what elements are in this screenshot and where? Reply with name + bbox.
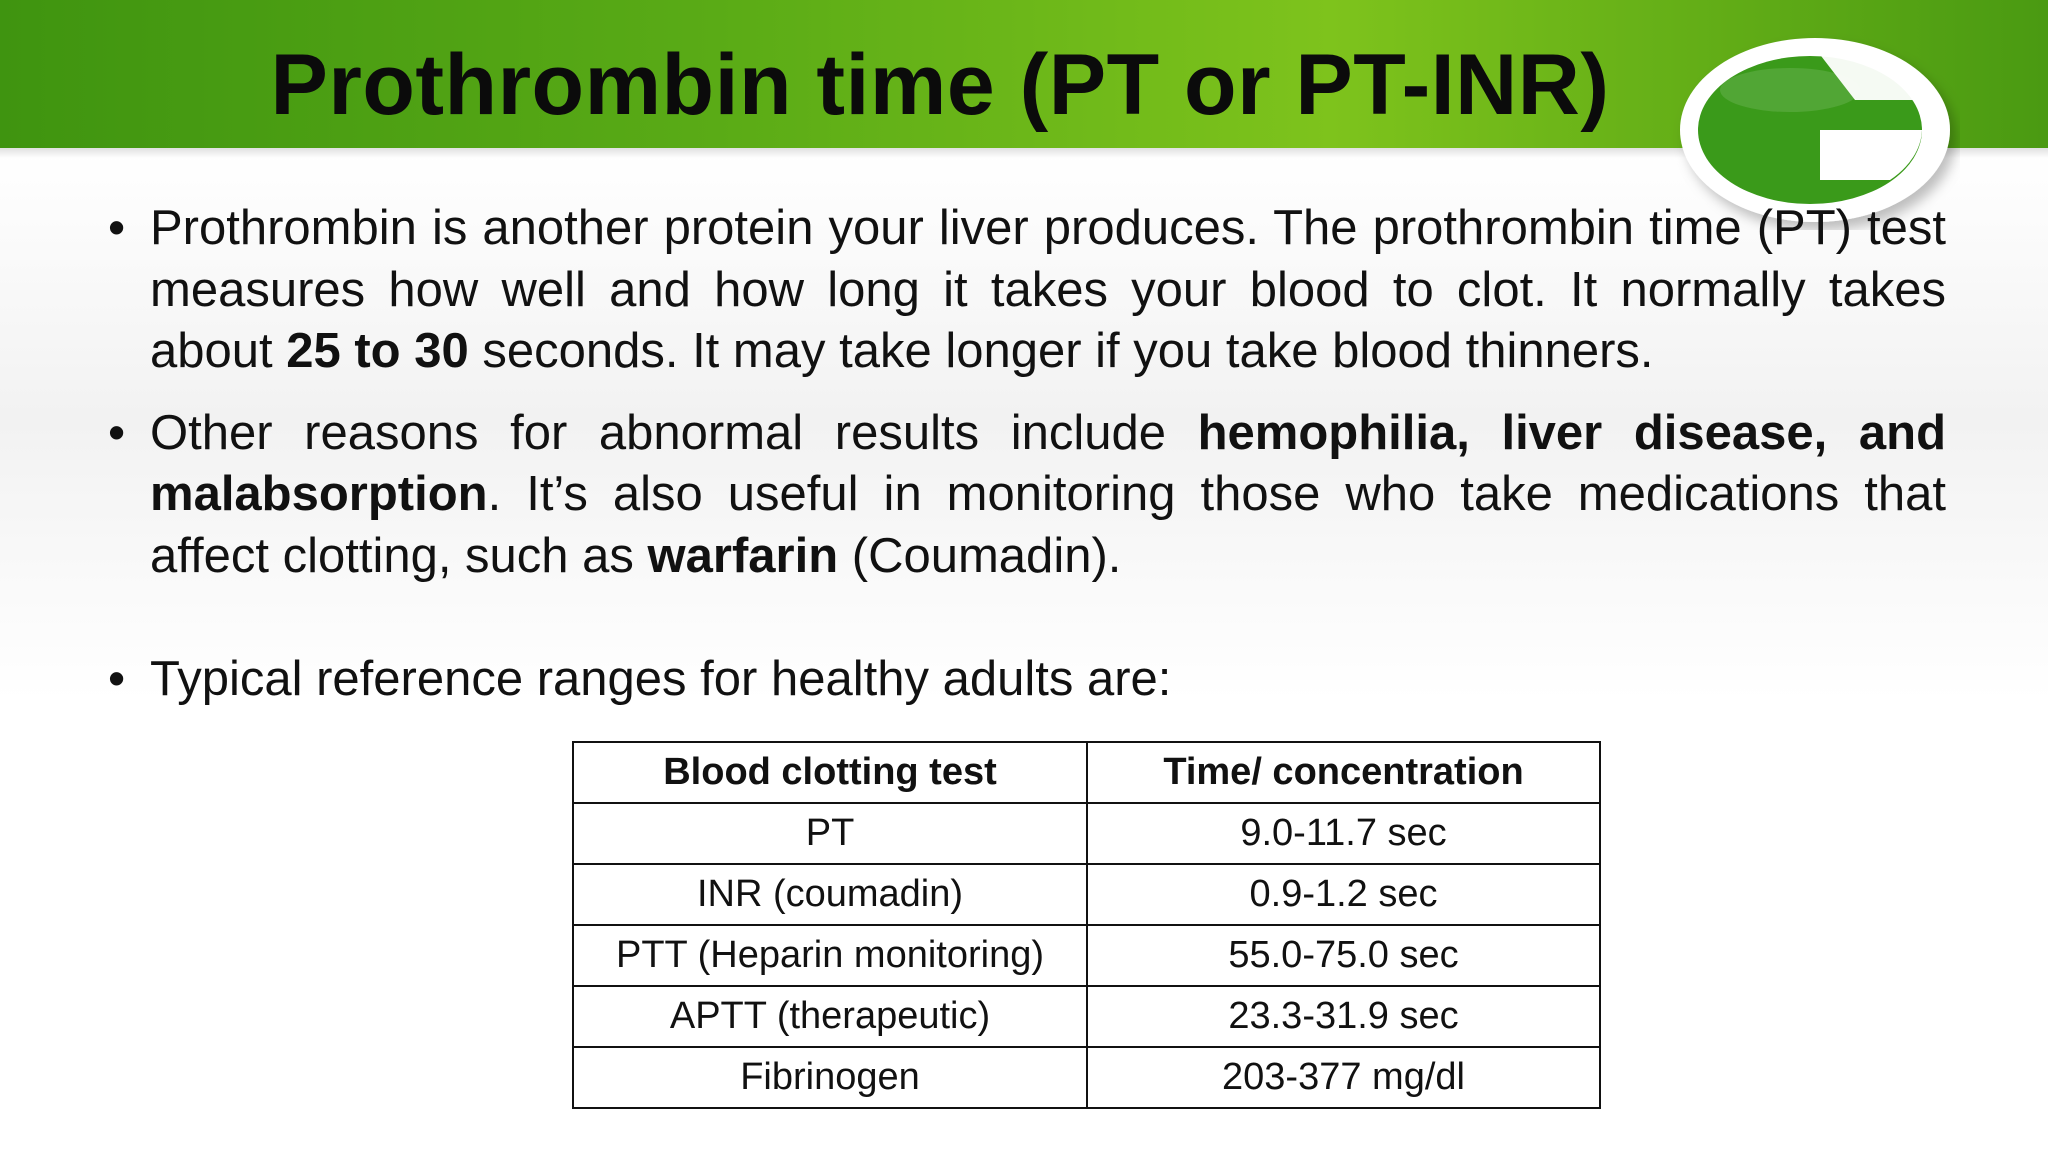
table-row	[573, 925, 1600, 986]
table-row	[573, 1047, 1600, 1108]
table-cell: 9.0-11.7 sec	[1087, 803, 1600, 864]
table-cell: PT	[573, 803, 1087, 864]
bullet-text: Other reasons for abnormal results include	[150, 405, 1198, 460]
table-row	[573, 864, 1600, 925]
reference-range-table	[572, 741, 1601, 1109]
bullet-item	[108, 403, 1946, 588]
table-cell: APTT (therapeutic)	[573, 986, 1087, 1047]
bullet-item	[108, 198, 1946, 383]
bullet-emphasis: hemophilia, liver disease, and malabsorption	[150, 405, 1947, 521]
bullet-text: Prothrombin is another protein your liver produces. The prothrombin time (PT) test measures how well and how long it takes your blood to clot. It normally takes about	[150, 201, 1946, 378]
bullet-dot: •	[108, 652, 126, 706]
slide-title: Prothrombin time (PT or PT-INR)	[270, 37, 1610, 133]
table-cell: 23.3-31.9 sec	[1087, 986, 1600, 1047]
bullet-text: Typical reference ranges for healthy adults are:	[150, 652, 1172, 706]
table-header-row	[573, 742, 1600, 803]
bullet-dot: •	[108, 201, 126, 255]
table-row	[573, 803, 1600, 864]
table-row	[573, 986, 1600, 1047]
table-cell: 203-377 mg/dl	[1087, 1047, 1600, 1108]
table-cell: PTT (Heparin monitoring)	[573, 925, 1087, 986]
bullet-emphasis: warfarin	[647, 528, 839, 583]
bullet-text: . It’s also useful in monitoring those who take medications that affect clotting, such as	[150, 467, 1946, 583]
slide-body	[108, 198, 1946, 711]
bullet-dot: •	[108, 405, 126, 460]
bullet-item	[108, 649, 1946, 711]
bullet-emphasis: 25 to 30	[286, 324, 469, 378]
table-cell: Fibrinogen	[573, 1047, 1087, 1108]
bullet-text: seconds. It may take longer if you take blood thinners.	[468, 324, 1654, 378]
table-cell: INR (coumadin)	[573, 864, 1087, 925]
table-cell: 0.9-1.2 sec	[1087, 864, 1600, 925]
bullet-text: (Coumadin).	[838, 528, 1122, 583]
column-header: Blood clotting test	[573, 742, 1087, 803]
column-header: Time/ concentration	[1087, 742, 1600, 803]
table-cell: 55.0-75.0 sec	[1087, 925, 1600, 986]
